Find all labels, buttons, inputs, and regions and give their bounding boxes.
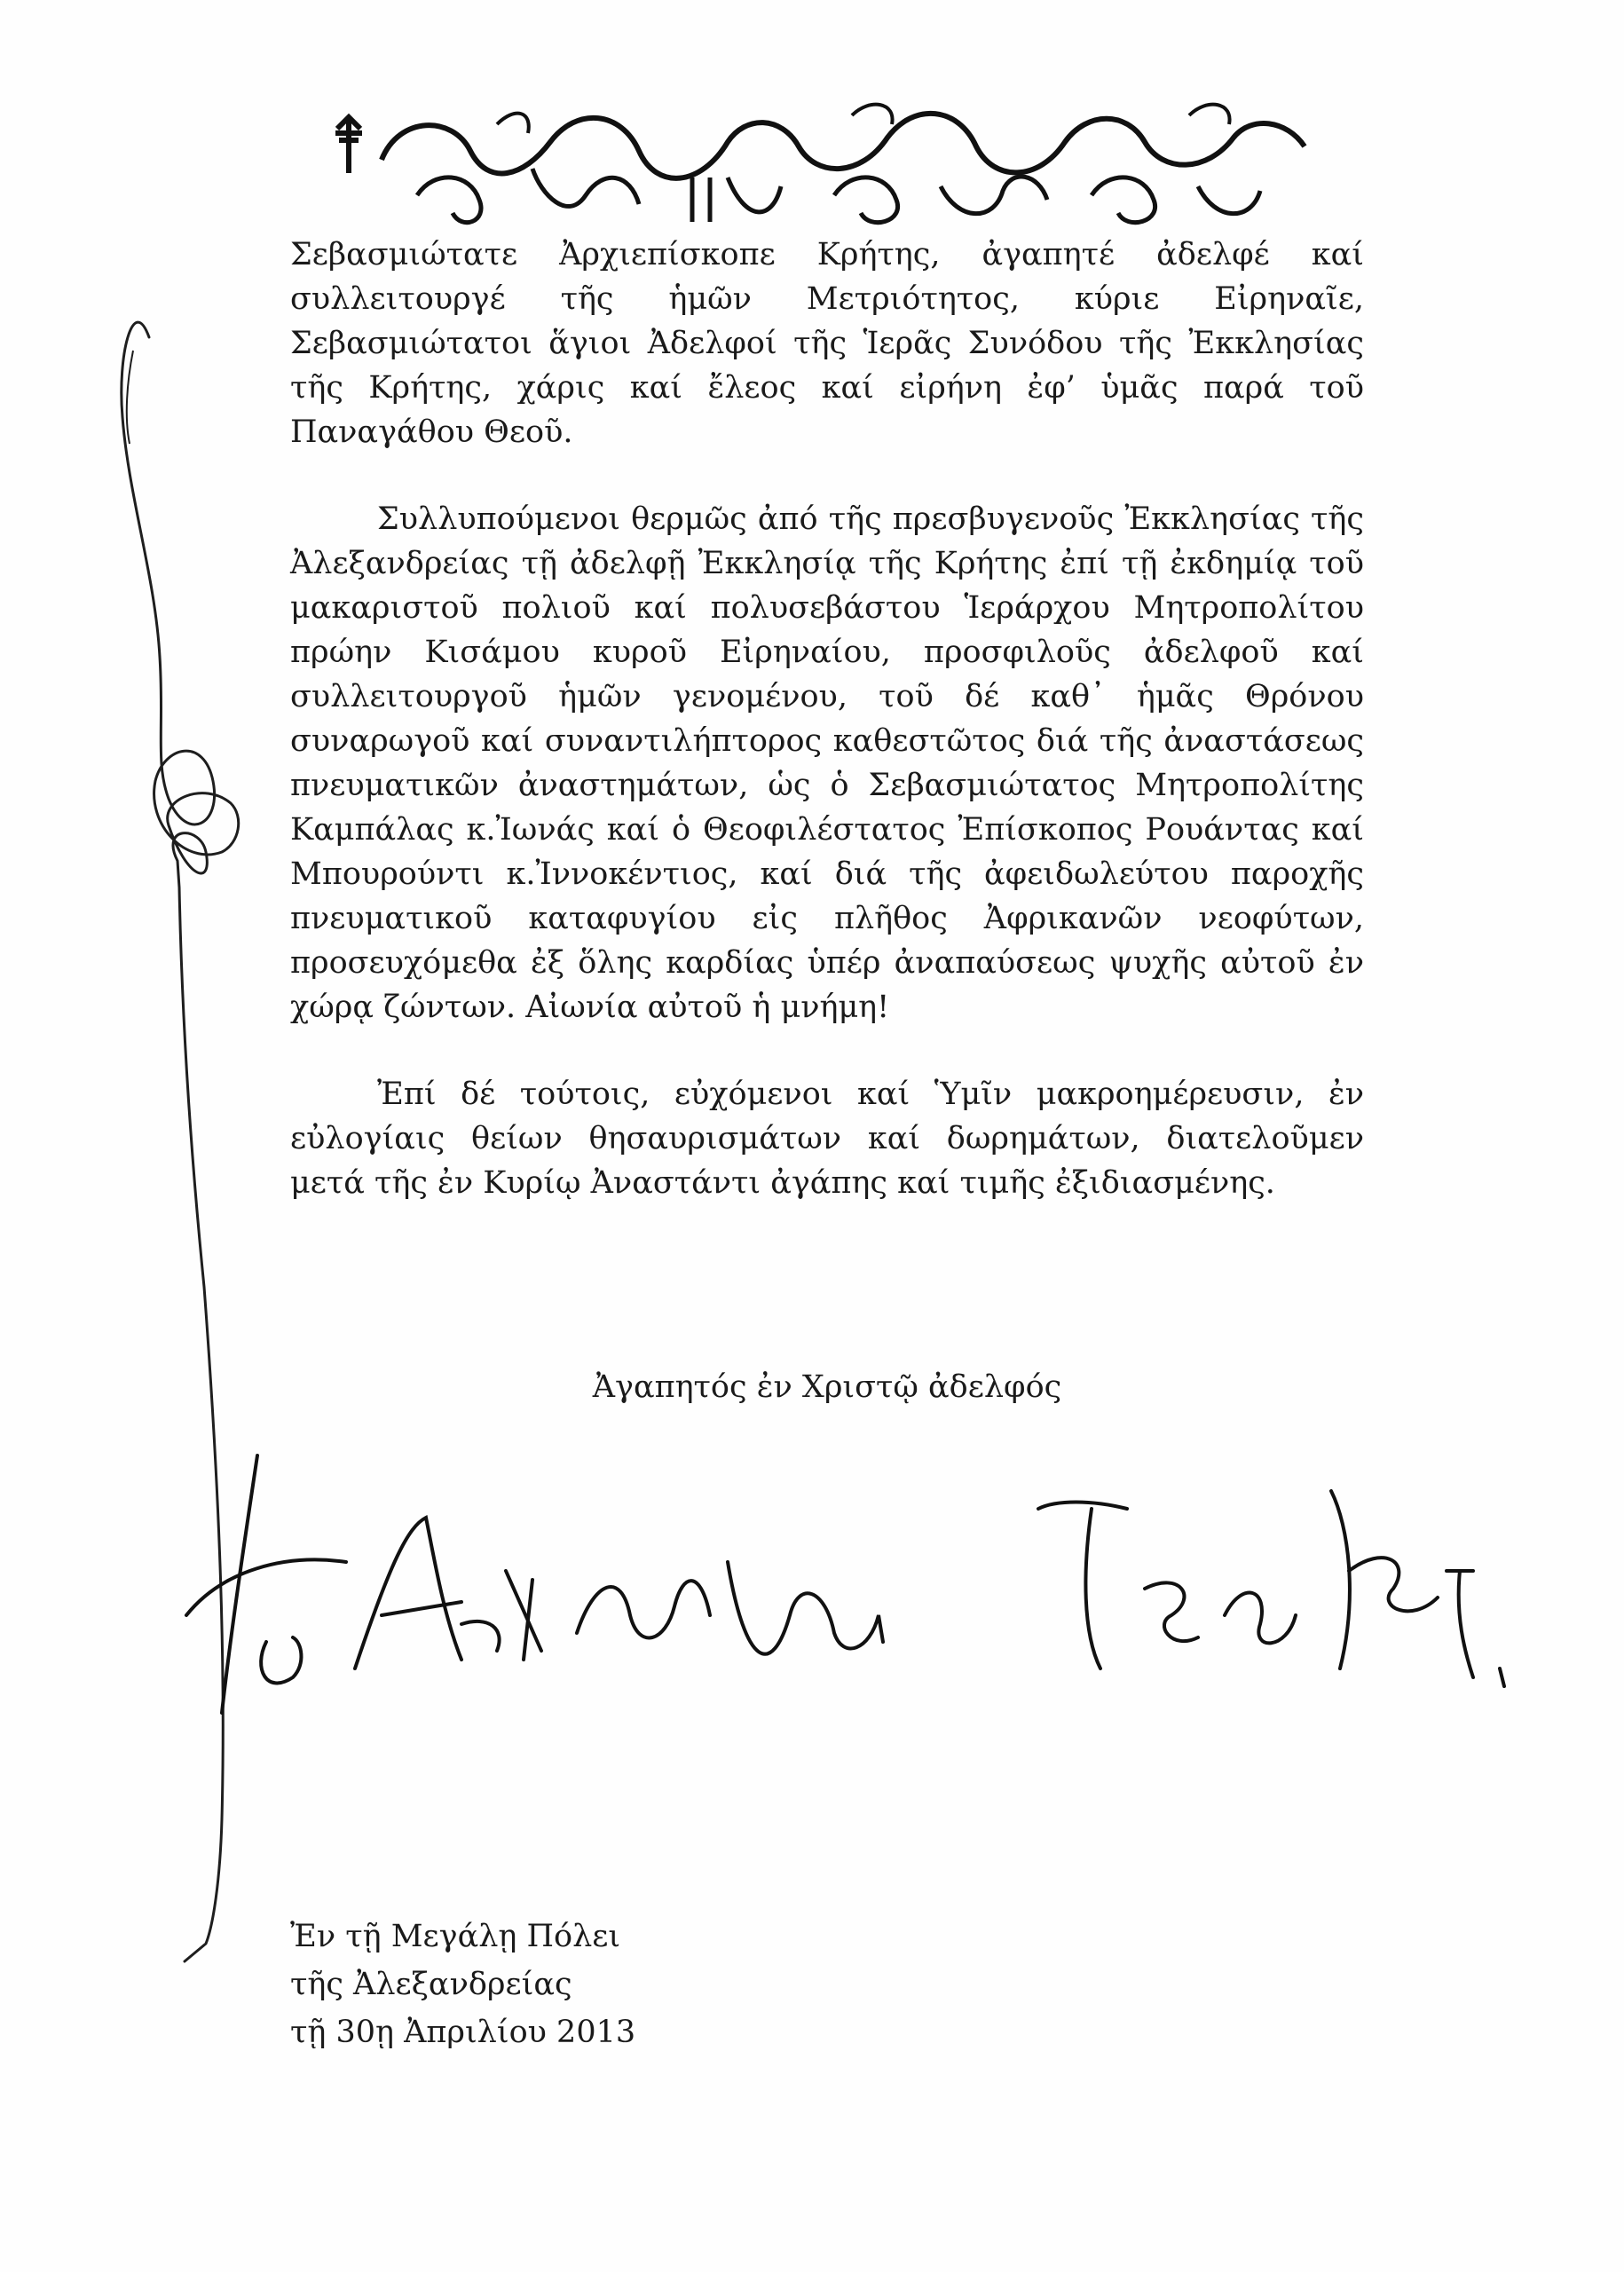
patriarchal-monogram: [319, 89, 1322, 240]
letter-body: [290, 233, 1364, 1205]
monogram-image: [319, 89, 1322, 240]
closing-line: Ἀγαπητός ἐν Χριστῷ ἀδελφός: [592, 1369, 1062, 1405]
place-line-1: Ἐν τῇ Μεγάλῃ Πόλει: [290, 1919, 621, 1954]
place-line-2: τῆς Ἀλεξανδρείας: [290, 1967, 572, 2002]
signature-image: [169, 1438, 1518, 1731]
salutation-paragraph: Σεβασμιώτατε Ἀρχιεπίσκοπε Κρήτης, ἀγαπητέ ἀδελφέ καί συλλειτουργέ τῆς ἡμῶν Μετριότητος, κύριε Εἰρηναῖε, Σεβασμιώτατοι ἅγιοι Ἀδελφοί τῆς Ἱερᾶς Συνόδου τῆς Ἐκκλησίας τῆς Κρήτης, χάρις καί ἔλεος καί εἰρήνη ἐφ’ ὑμᾶς παρά τοῦ Παναγάθου Θεοῦ.: [290, 237, 1364, 450]
condolence-paragraph: Συλλυπούμενοι θερμῶς ἀπό τῆς πρεσβυγενοῦς Ἐκκλησίας τῆς Ἀλεξανδρείας τῇ ἀδελφῇ Ἐκκλησίᾳ τῆς Κρήτης ἐπί τῇ ἐκδημίᾳ τοῦ μακαριστοῦ πολιοῦ καί πολυσεβάστου Ἱεράρχου Μητροπολίτου πρώην Κισάμου κυροῦ Εἰρηναίου, προσφιλοῦς ἀδελφοῦ καί συλλειτουργοῦ ἡμῶν γενομένου, τοῦ δέ καθ᾿ ἡμᾶς Θρόνου συναρωγοῦ καί συναντιλήπτορος καθεστῶτος διά τῆς ἀναστάσεως πνευματικῶν ἀναστημάτων, ὡς ὁ Σεβασμιώτατος Μητροπολίτης Καμπάλας κ.Ἰωνάς καί ὁ Θεοφιλέστατος Ἐπίσκοπος Ρουάντας καί Μπουρούντι κ.Ἰννοκέντιος, καί διά τῆς ἀφειδωλεύτου παροχῆς πνευματικοῦ καταφυγίου εἰς πλῆθος Ἀφρικανῶν νεοφύτων, προσευχόμεθα ἐξ ὅλης καρδίας ὑπέρ ἀναπαύσεως ψυχῆς αὐτοῦ ἐν χώρᾳ ζώντων. Αἰωνία αὐτοῦ ἡ μνήμη!: [290, 501, 1364, 1025]
signature: [169, 1438, 1518, 1731]
blessing-paragraph: Ἐπί δέ τούτοις, εὐχόμενοι καί Ὑμῖν μακροημέρευσιν, ἐν εὐλογίαις θείων θησαυρισμάτων καί δωρημάτων, διατελοῦμεν μετά τῆς ἐν Κυρίῳ Ἀναστάντι ἀγάπης καί τιμῆς ἐξιδιασμένης.: [290, 1077, 1364, 1201]
date-line: τῇ 30ῃ Ἀπριλίου 2013: [290, 2015, 636, 2050]
place-and-date: [290, 1913, 911, 2056]
